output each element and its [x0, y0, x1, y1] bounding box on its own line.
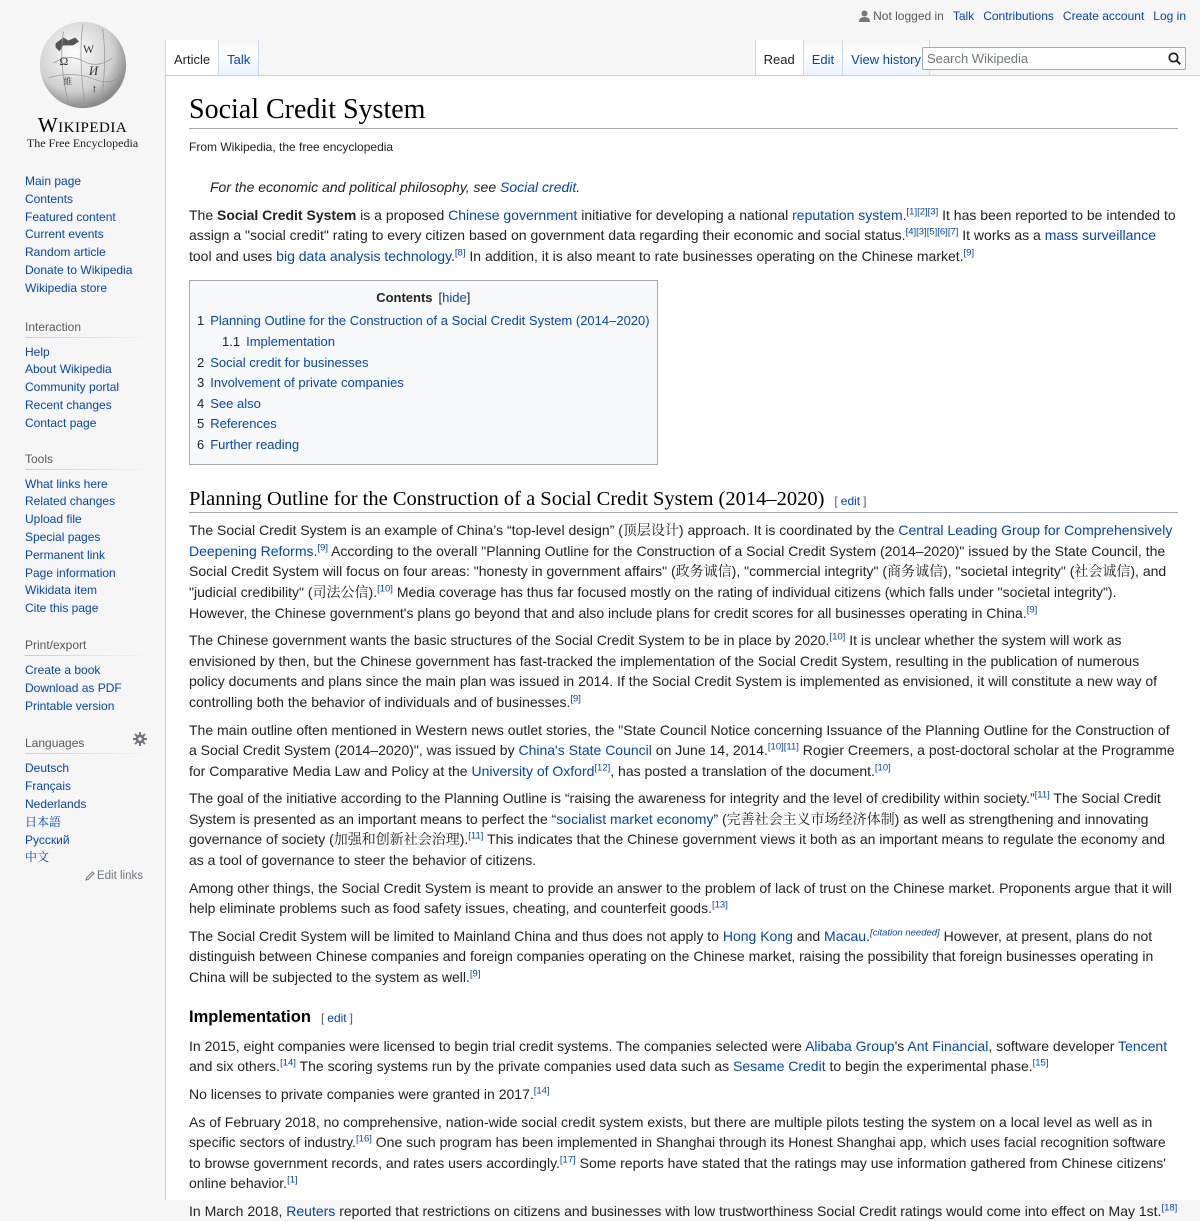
- search-icon: [1168, 52, 1181, 65]
- svg-text:維: 維: [62, 77, 72, 88]
- ant-financial-link[interactable]: Ant Financial: [907, 1037, 989, 1054]
- sesame-credit-link[interactable]: Sesame Credit: [733, 1058, 826, 1075]
- print-portal: [25, 634, 147, 715]
- text: In 2015, eight companies were licensed to begin trial credit systems. The companies selected were: [189, 1037, 806, 1054]
- toc-link[interactable]: Implementation: [246, 333, 335, 349]
- toc-number: 1.1: [222, 333, 241, 349]
- text: It works as a: [958, 227, 1045, 244]
- toc-title-row: [197, 288, 650, 307]
- intro-paragraph: [189, 205, 1178, 267]
- text: No licenses to private companies were granted in 2017.: [189, 1085, 534, 1102]
- page-title: Social Credit System: [189, 92, 1178, 129]
- ref-link[interactable]: [8]: [454, 247, 466, 259]
- text: In addition, it is also meant to rate businesses operating on the Chinese market.: [465, 247, 964, 264]
- search-button[interactable]: [1163, 48, 1185, 69]
- ref-link[interactable]: [6]: [937, 226, 948, 238]
- toc-item[interactable]: [197, 394, 650, 415]
- tab-view-history[interactable]: View history: [843, 40, 930, 75]
- sidebar-item-upload-file[interactable]: Upload file: [25, 512, 82, 527]
- text: The Chinese government wants the basic structures of the Social Credit System to be in place by 2020.: [189, 632, 830, 649]
- state-council-link[interactable]: China's State Council: [518, 742, 652, 759]
- text: It is unclear whether the system will work as envisioned by then, but the Chinese government has fast-tracked the implementation of the Social Credit System, resulting in the publication of numerous policy documents and plans since the main plan was issued in 2014. If the Social Credit System is implemented as envisioned, it will constitute a new way of controlling both the behavior of individuals and of businesses.: [189, 632, 1158, 710]
- sidebar-item-contents[interactable]: Contents: [25, 191, 74, 206]
- sidebar-item-recent-changes[interactable]: Recent changes: [25, 397, 112, 412]
- toc-link[interactable]: Planning Outline for the Construction of a Social Credit System (2014–2020): [210, 313, 650, 329]
- sidebar-item-main-page[interactable]: Main page: [25, 174, 82, 188]
- tencent-link[interactable]: Tencent: [1118, 1037, 1168, 1054]
- svg-text:И: И: [88, 63, 98, 78]
- text: ” (完善社会主义市场经济体制) as well as strengthening and innovating governance of society (加强和创新社会治理).: [189, 810, 1149, 848]
- toc-number: 6: [197, 436, 205, 452]
- citation-needed-link[interactable]: [citation needed]: [869, 927, 940, 939]
- sidebar-item-store[interactable]: Wikipedia store: [25, 280, 108, 295]
- svg-text:W: W: [82, 43, 94, 57]
- edit-links-button[interactable]: [25, 870, 147, 882]
- chinese-government-link[interactable]: Chinese government: [448, 206, 578, 223]
- lang-deutsch[interactable]: Deutsch: [25, 761, 70, 776]
- sidebar: [0, 160, 165, 882]
- text: The Social Credit System is an example of China’s “top-level design” (顶层设计) approach. It is coordinated by the: [189, 522, 899, 539]
- ref-link[interactable]: [9]: [963, 247, 975, 259]
- sidebar-item-current-events[interactable]: Current events: [25, 227, 104, 242]
- paragraph: [189, 788, 1178, 870]
- text: , software developer: [988, 1037, 1119, 1054]
- sidebar-item-page-information[interactable]: Page information: [25, 565, 116, 580]
- toc-link[interactable]: Involvement of private companies: [210, 375, 404, 391]
- not-logged-in-label: Not logged in: [873, 9, 944, 23]
- interaction-portal: [25, 316, 147, 433]
- text: The scoring systems run by the private companies used data such as: [295, 1058, 733, 1075]
- ref-link[interactable]: [9]: [1026, 603, 1038, 615]
- macau-link[interactable]: Macau: [824, 927, 867, 944]
- lang-russian[interactable]: Русский: [25, 832, 70, 847]
- text: The goal of the initiative according to the Planning Outline is “raising the awareness for integrity and the level of credibility within society.”: [189, 790, 1035, 807]
- ref-link[interactable]: [13]: [711, 899, 728, 911]
- toc-link[interactable]: References: [210, 416, 277, 432]
- big-data-link[interactable]: big data analysis technology: [276, 247, 452, 264]
- ref-link[interactable]: [14]: [280, 1057, 296, 1069]
- anon-indicator: [859, 9, 944, 23]
- language-settings-button[interactable]: [133, 732, 147, 749]
- ref-link[interactable]: [1]: [287, 1174, 298, 1186]
- search-box: [922, 47, 1186, 70]
- toc-item[interactable]: [197, 332, 650, 353]
- gear-icon: [133, 732, 147, 746]
- paragraph: [189, 1036, 1178, 1077]
- text: 's: [894, 1037, 908, 1054]
- languages-portal: [25, 732, 147, 882]
- sidebar-item-wikidata-item[interactable]: Wikidata item: [25, 583, 98, 598]
- text: As of February 2018, no comprehensive, nation-wide social credit system exists, but there are multiple pilots testing the system on a local level as well as in specific sectors of industry.: [189, 1113, 1153, 1151]
- user-icon: [859, 10, 870, 22]
- toc-item[interactable]: [197, 435, 650, 456]
- toc-number: 2: [197, 354, 205, 370]
- text: The: [189, 206, 218, 223]
- subsection-title: Implementation: [189, 1007, 311, 1026]
- search-input[interactable]: [923, 48, 1163, 69]
- languages-title: Languages: [25, 736, 85, 751]
- lang-nederlands[interactable]: Nederlands: [25, 796, 87, 811]
- ref-link[interactable]: [15]: [1032, 1057, 1049, 1069]
- toc-link[interactable]: See also: [210, 395, 261, 411]
- tab-read[interactable]: Read: [755, 40, 804, 75]
- tab-edit[interactable]: Edit: [804, 40, 843, 75]
- toc-number: 3: [197, 375, 205, 391]
- hong-kong-link[interactable]: Hong Kong: [722, 927, 793, 944]
- head-tabs: [165, 40, 1200, 75]
- edit-section-link[interactable]: edit: [840, 493, 861, 508]
- toc-item[interactable]: [197, 414, 650, 435]
- text: , has posted a translation of the document.: [610, 762, 875, 779]
- text: to begin the experimental phase.: [825, 1058, 1033, 1075]
- text: tool and uses: [189, 247, 277, 264]
- toc-item[interactable]: [197, 311, 650, 332]
- ref-link[interactable]: [11]: [783, 741, 799, 753]
- text: reported that restrictions on citizens and businesses with low trustworthiness Social Credit ratings would come into effect on May 1st.: [335, 1202, 1162, 1219]
- tab-talk[interactable]: Talk: [219, 40, 259, 75]
- personal-talk-link[interactable]: Talk: [952, 9, 975, 23]
- text: on June 14, 2014.: [651, 742, 768, 759]
- article-content: [165, 75, 1200, 1219]
- lang-chinese[interactable]: 中文: [25, 850, 50, 865]
- sidebar-item-related-changes[interactable]: Related changes: [25, 494, 116, 509]
- paragraph: [189, 926, 1178, 988]
- section-title: Planning Outline for the Construction of a Social Credit System (2014–2020): [189, 487, 825, 510]
- edit-section-link[interactable]: edit: [327, 1010, 347, 1025]
- paragraph: [189, 630, 1178, 712]
- social-credit-link[interactable]: Social credit: [500, 178, 577, 195]
- hatnote-text: For the economic and political philosophy, see: [210, 178, 501, 195]
- sidebar-item-permanent-link[interactable]: Permanent link: [25, 547, 106, 562]
- sidebar-item-donate[interactable]: Donate to Wikipedia: [25, 262, 133, 277]
- text: .: [313, 542, 318, 559]
- sidebar-item-download-pdf[interactable]: Download as PDF: [25, 680, 122, 695]
- ref-link[interactable]: [3]: [916, 226, 927, 238]
- toc-number: 5: [197, 416, 205, 432]
- site-subtitle: From Wikipedia, the free encyclopedia: [189, 140, 394, 155]
- ref-link[interactable]: [11]: [468, 830, 484, 842]
- ref-link[interactable]: [16]: [356, 1133, 372, 1145]
- text: Rogier Creemers, a post-doctoral scholar at the Programme for Comparative Media Law and Policy at the: [189, 742, 1175, 779]
- ref-link[interactable]: [11]: [1034, 789, 1050, 801]
- sidebar-item-what-links-here[interactable]: What links here: [25, 476, 108, 491]
- tools-portal: [25, 448, 147, 618]
- text: and: [792, 927, 825, 944]
- central-leading-group-link[interactable]: Central Leading Group for Comprehensively Deepening Reforms: [189, 522, 1173, 559]
- personal-tools: [859, 9, 1186, 23]
- ref-link[interactable]: [7]: [947, 226, 959, 238]
- university-of-oxford-link[interactable]: University of Oxford: [471, 762, 595, 779]
- socialist-market-economy-link[interactable]: socialist market economy: [556, 810, 714, 827]
- paragraph: [189, 1112, 1178, 1194]
- toc-hide-link[interactable]: hide: [442, 290, 467, 306]
- text: The main outline often mentioned in Western news outlet stories, the "State Council Notice concerning Issuance of the Planning Outline for the Construction of a Social Credit System (2014–2020)", was issued by: [189, 721, 1170, 759]
- ref-link[interactable]: [9]: [570, 693, 581, 705]
- ref-link[interactable]: [12]: [594, 762, 611, 774]
- text: Among other things, the Social Credit System is meant to provide an answer to the problem of lack of trust on the Chinese market. Proponents argue that it will help eliminate problems such as food safety issues, cheating, and counterfeit goods.: [189, 879, 1172, 917]
- edit-section: [ edit ]: [320, 1010, 353, 1025]
- ref-link[interactable]: [9]: [317, 542, 328, 554]
- toc-number: 4: [197, 395, 205, 411]
- wikipedia-logo[interactable]: [0, 0, 165, 160]
- lang-japanese[interactable]: 日本語: [25, 814, 62, 829]
- sidebar-item-random-article[interactable]: Random article: [25, 245, 106, 260]
- text: .: [866, 927, 870, 944]
- toc-hide-toggle[interactable]: [hide]: [438, 290, 471, 306]
- create-account-link[interactable]: Create account: [1062, 9, 1145, 23]
- ref-link[interactable]: [10]: [767, 741, 784, 753]
- sidebar-item-printable-version[interactable]: Printable version: [25, 698, 115, 713]
- toc-link[interactable]: Further reading: [210, 436, 300, 452]
- hatnote-suffix: .: [576, 178, 581, 195]
- text: Some reports have stated that the ratings may use information gathered from Chinese citizens' online behavior.: [189, 1154, 1166, 1192]
- sidebar-item-about[interactable]: About Wikipedia: [25, 362, 112, 377]
- sidebar-item-featured-content[interactable]: Featured content: [25, 209, 116, 224]
- bold-term: Social Credit System: [217, 206, 357, 223]
- ref-link[interactable]: [18]: [1161, 1202, 1178, 1214]
- text: Media coverage has thus far focused mostly on the rating of individual citizens (which falls under "societal integrity"). However, the Chinese government's plans go beyond that and also include plans for credit scores for all businesses operating in China.: [189, 583, 1117, 621]
- sidebar-item-special-pages[interactable]: Special pages: [25, 529, 101, 544]
- contributions-link[interactable]: Contributions: [983, 9, 1054, 23]
- paragraph: [189, 520, 1178, 623]
- text: According to the overall "Planning Outline for the Construction of a Social Credit System (2014–2020)" issued by the State Council, the Social Credit System will focus on four areas: "honesty in government affairs" (政务诚信), "commercial integrity" (商务诚信), "societal integrity" (社会诚信), and "judicial credibility" (司法公信).: [189, 542, 1167, 600]
- ref-link[interactable]: [10]: [377, 583, 393, 595]
- ref-link[interactable]: [10]: [829, 631, 846, 643]
- section-heading: [189, 486, 1178, 514]
- hatnote: [189, 177, 1178, 198]
- lang-francais[interactable]: Français: [25, 779, 72, 794]
- toc-item[interactable]: [197, 353, 650, 374]
- toc-title: Contents: [376, 290, 433, 306]
- paragraph: [189, 878, 1178, 919]
- sidebar-item-create-book[interactable]: Create a book: [25, 662, 101, 677]
- paragraph: [189, 1201, 1178, 1221]
- view-tabs: [755, 40, 930, 75]
- tab-article[interactable]: Article: [165, 40, 219, 75]
- ref-link[interactable]: [9]: [469, 968, 481, 980]
- sidebar-item-cite-page[interactable]: Cite this page: [25, 601, 99, 616]
- sidebar-item-contact[interactable]: Contact page: [25, 415, 97, 430]
- text: and six others.: [189, 1058, 281, 1075]
- subsection-heading: [189, 1006, 1178, 1029]
- reputation-system-link[interactable]: reputation system: [792, 206, 903, 223]
- edit-links-label: Edit links: [96, 870, 143, 883]
- wikipedia-globe-icon: [34, 14, 132, 112]
- text: .: [902, 206, 907, 223]
- reuters-link[interactable]: Reuters: [286, 1202, 336, 1219]
- tagline: The Free Encyclopedia: [26, 136, 139, 150]
- svg-text:ז: ז: [92, 83, 96, 96]
- text: This indicates that the Chinese government views it both as an important means to regulate the economy and as a tool of governance to steer the behavior of citizens.: [189, 831, 1165, 869]
- text: One such program has been implemented in Shanghai through its Honest Shanghai app, which uses facial recognition software to browse government records, and rates users accordingly.: [189, 1134, 1166, 1171]
- log-in-link[interactable]: Log in: [1153, 9, 1186, 23]
- toc-number: 1: [197, 313, 205, 329]
- ref-link[interactable]: [10]: [874, 762, 891, 774]
- ref-link[interactable]: [1]: [906, 205, 918, 217]
- languages-heading: [25, 732, 147, 754]
- ref-link[interactable]: [14]: [533, 1085, 550, 1097]
- ref-link[interactable]: [3]: [927, 205, 939, 217]
- ref-link[interactable]: [2]: [917, 205, 928, 217]
- pencil-icon: [85, 871, 95, 881]
- wordmark: Wikipedia: [37, 113, 128, 137]
- text: However, at present, plans do not distinguish between Chinese companies and foreign companies operating on the Chinese market, raising the possibility that foreign businesses operating in China will be subjected to the system as well.: [189, 927, 1154, 986]
- ref-link[interactable]: [4]: [905, 226, 917, 238]
- edit-section: [ edit ]: [834, 493, 867, 508]
- navigation-portal: [25, 173, 147, 298]
- text: The Social Credit System will be limited to Mainland China and thus does not apply to: [189, 927, 723, 944]
- print-heading: Print/export: [25, 634, 147, 656]
- namespace-tabs: [165, 40, 259, 75]
- paragraph: [189, 720, 1178, 782]
- text: In March 2018,: [189, 1202, 287, 1219]
- alibaba-group-link[interactable]: Alibaba Group: [805, 1037, 895, 1054]
- interaction-heading: Interaction: [25, 316, 147, 338]
- text: The Social Credit System is presented as an important means to perfect the “: [189, 790, 1161, 827]
- tools-heading: Tools: [25, 448, 147, 470]
- sidebar-item-help[interactable]: Help: [25, 344, 50, 359]
- table-of-contents: [189, 280, 658, 464]
- text: .: [451, 247, 455, 264]
- ref-link[interactable]: [17]: [559, 1154, 576, 1166]
- svg-text:Ω: Ω: [58, 54, 68, 68]
- ref-link[interactable]: [5]: [926, 226, 938, 238]
- text: is a proposed: [356, 206, 449, 223]
- sidebar-item-community-portal[interactable]: Community portal: [25, 380, 120, 395]
- text: initiative for developing a national: [577, 206, 793, 223]
- paragraph: [189, 1084, 1178, 1105]
- text: It has been reported to be intended to assign a "social credit" rating to every citizen based on government data regarding their economic and social status.: [189, 206, 1176, 244]
- toc-item[interactable]: [197, 373, 650, 394]
- toc-link[interactable]: Social credit for businesses: [210, 354, 369, 370]
- mass-surveillance-link[interactable]: mass surveillance: [1044, 227, 1156, 244]
